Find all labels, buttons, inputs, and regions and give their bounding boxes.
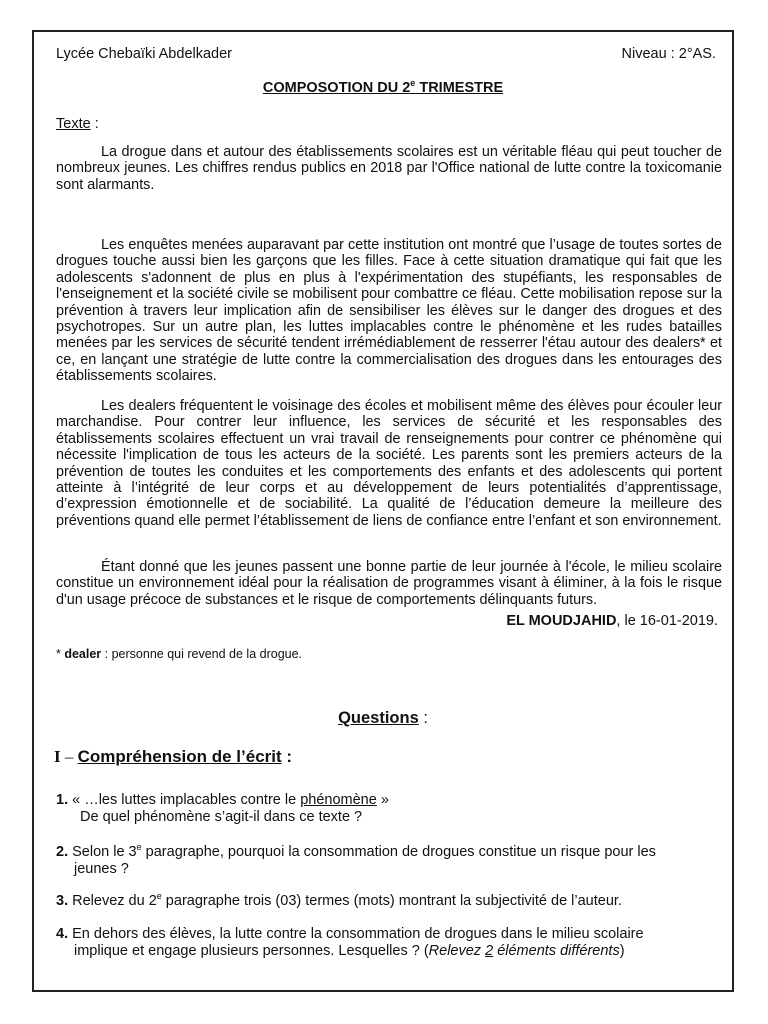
class-level: Niveau : 2°AS. [621,46,716,62]
question-text-before: Selon le 3 [68,844,137,860]
question-sup: e [136,842,142,853]
source-name: EL MOUDJAHID [506,613,617,629]
paragraph-text: Étant donné que les jeunes passent une bonne partie de leur journée à l'école, le milieu scolaire constitue un environnement idéal pour la réalisation de programmes visant à éliminer, à la fois le risque d'un usage précoce de substances et le risque de comportements délinquants futurs. [56,559,722,608]
paragraph-3 [56,398,722,529]
paragraph-text: La drogue dans et autour des établissements scolaires est un véritable fléau qui peut toucher de nombreux jeunes. Les chiffres rendus publics en 2018 par l'Office national de lutte contre la toxicomanie sont alarmants. [56,144,722,193]
q4-line2-before: implique et engage plusieurs personnes. Lesquelles ? ( [74,943,429,959]
exam-title-sup: e [410,78,416,89]
q4-italic-num: 2 [485,943,494,959]
paragraph-4 [56,559,722,608]
header [56,46,716,62]
question-number: 3. [56,893,69,909]
section-heading [54,747,292,767]
section-colon: : [281,747,293,766]
question-text-before: Relevez du 2 [68,893,157,909]
question-number: 4. [56,926,69,942]
exam-page [32,30,734,992]
section-dash: – [60,747,78,766]
exam-title [34,80,732,96]
questions-heading-word: Questions [338,709,419,727]
question-text-line1: En dehors des élèves, la lutte contre la consommation de drogues dans le milieu scolaire [68,926,644,942]
question-sup: e [156,891,162,902]
section-heading-text: Compréhension de l’écrit [77,747,282,766]
q4-italic-b: éléments différents [493,943,620,959]
question-text-after: paragraphe trois (03) termes (mots) montrant la subjectivité de l’auteur. [161,893,622,909]
q4-italic-a: Relevez [428,943,486,959]
question-number: 2. [56,844,69,860]
source-date: , le 16-01-2019. [616,613,718,629]
question-text-after: paragraphe, pourquoi la consommation de drogues constitue un risque pour les [141,844,656,860]
footnote [56,647,302,661]
source-citation [506,613,718,629]
exam-title-suffix: TRIMESTRE [415,80,504,96]
question-2 [56,844,722,878]
exam-title-prefix: COMPOSOTION DU 2 [262,80,411,96]
question-number: 1. [56,792,69,808]
texte-label-colon: : [90,116,99,132]
question-quote-after: » [376,792,389,808]
question-text-line2: De quel phénomène s’agit-il dans ce texte ? [80,809,363,825]
footnote-star: * [56,647,65,661]
question-text-line2 [56,943,722,960]
questions-heading-colon: : [418,709,428,727]
texte-label [56,116,99,132]
footnote-definition: : personne qui revend de la drogue. [101,647,303,661]
footnote-term: dealer [64,647,102,661]
texte-label-word: Texte [56,116,91,132]
section-roman: I [54,747,61,766]
q4-line2-after: ) [619,943,625,959]
paragraph-text: Les enquêtes menées auparavant par cette institution ont montré que l’usage de toutes sortes de drogues touche aussi bien les garçons que les filles. Face à cette situation dramatique qui fait que les adolescents s'adonnent de plus en plus à l'expérimentation des stupéfiants, les responsables de l'enseignement et la société civile se mobilisent pour combattre ce fléau. Cette mobilisation repose sur la prévention à travers leur implication afin de sensibiliser les élèves sur le danger des drogues et des psychotropes. Sur un autre plan, les luttes implacables contre le phénomène et les rudes batailles menées par les services de sécurité tendent irrémédiablement de resserrer l'étau autour des dealers* et ce, en lançant une stratégie de lutte contre la commercialisation des drogues dans les entourages des établissements scolaires. [56,237,722,385]
question-quote-word: phénomène [300,792,377,808]
paragraph-1 [56,144,722,193]
question-3 [56,893,722,910]
paragraph-text: Les dealers fréquentent le voisinage des écoles et mobilisent même des élèves pour écouler leur marchandise. Pour contrer leur influence, les services de sécurité et les responsables des établissements scolaires effectuent un vrai travail de renseignements pour contrer ce phénomène qui nécessite l'implication de tous les acteurs de la société. Les parents sont les premiers acteurs de la prévention de toutes les conduites et les comportements des enfants et des adolescents qui portent atteinte à l’intégrité de leur corps et au développement de leurs potentialités d’apprentissage, d’expression émotionnelle et de sociabilité. La qualité de l’éducation demeure la meilleure des préventions quand elle permet l’établissement de liens de confiance entre l’enfant et son environnement. [56,398,722,529]
question-text-line2: jeunes ? [74,861,129,877]
question-4 [56,926,722,960]
paragraph-2 [56,237,722,385]
question-1 [56,792,722,826]
question-quote-before: « …les luttes implacables contre le [68,792,301,808]
questions-heading [34,709,732,728]
school-name: Lycée Chebaïki Abdelkader [56,46,232,62]
